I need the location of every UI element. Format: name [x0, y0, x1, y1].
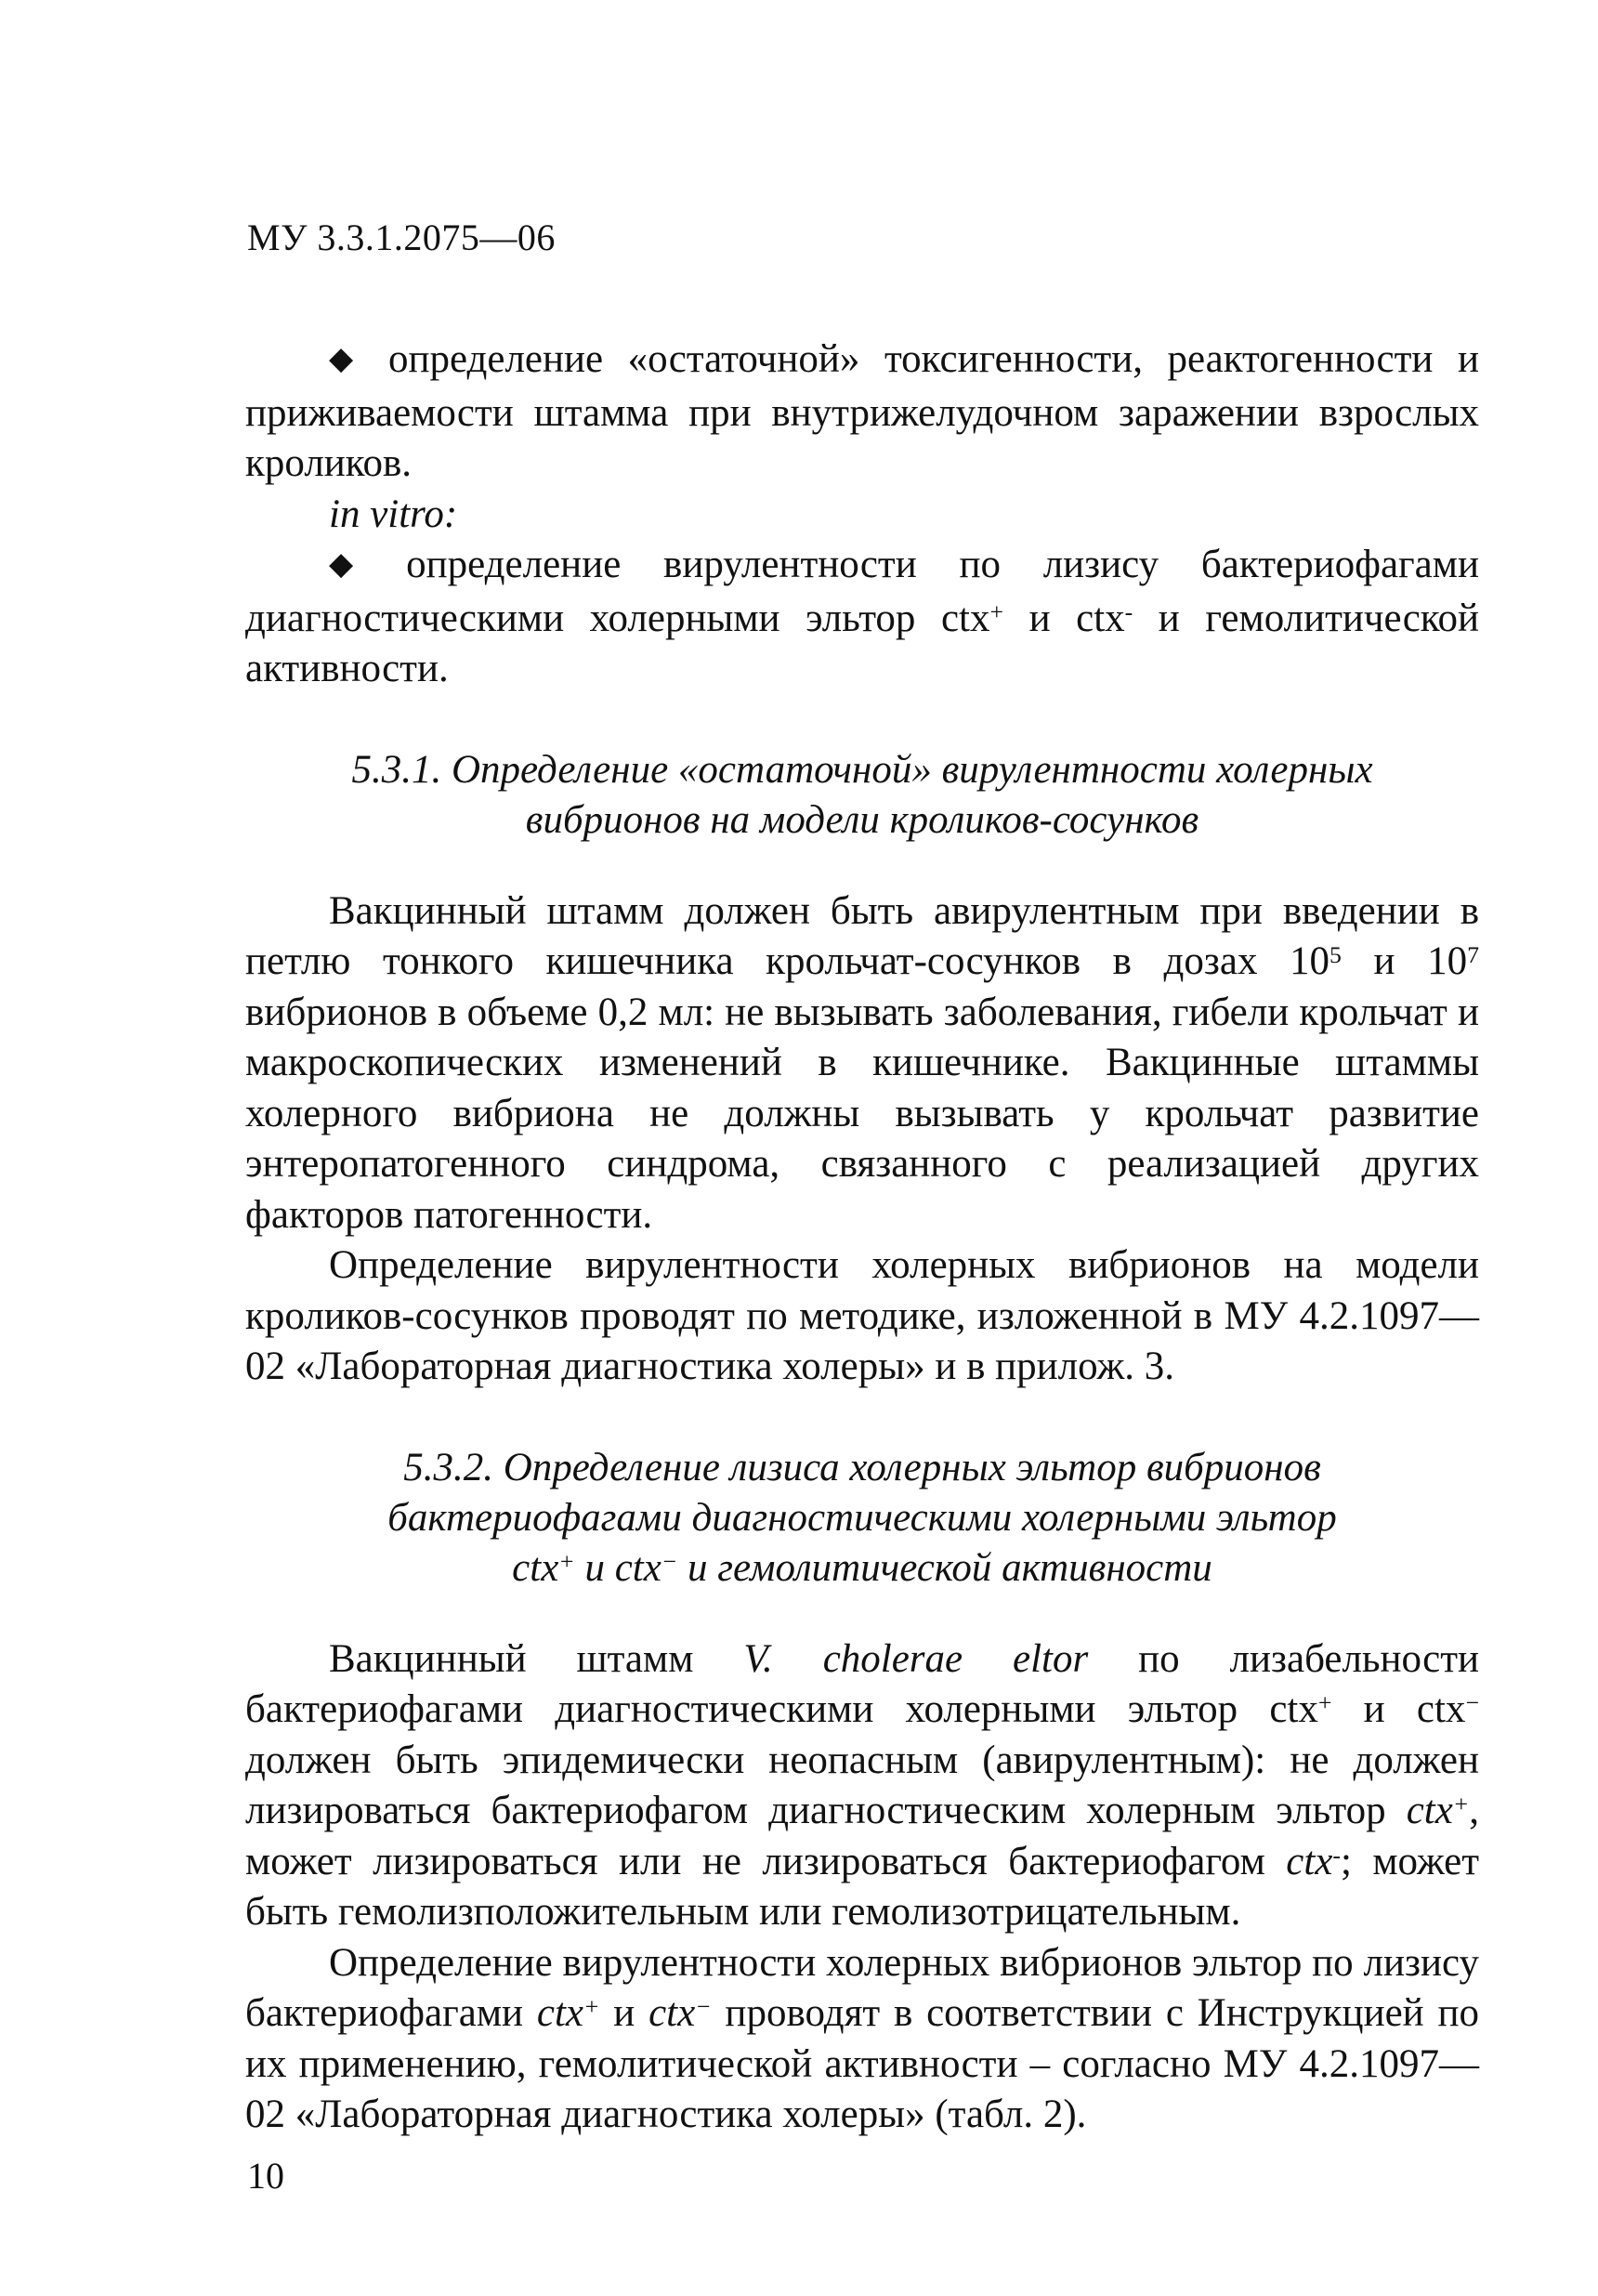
section-heading-5-3-1: 5.3.1. Определение «остаточной» вирулентности холерных вибрионов на модели кроликов-сосунков [351, 747, 1373, 842]
document-code: МУ 3.3.1.2075—06 [247, 216, 556, 258]
paragraph-vaccine-strain-avirulent: Вакцинный штамм должен быть авирулентным при введении в петлю тонкого кишечника крольчат-сосунков в дозах $10^5$ и $10^7$ вибрионов в объеме 0,2 мл: не вызывать заболевания, гибели крольчат и макроскопических изменений в кишечнике. Вакцинные штаммы холерного вибриона не должны вызывать у крольчат развитие энтеропатогенного синдрома, связанного с реализацией других факторов патогенности. [245, 888, 1479, 1237]
bullet-virulence-lysis: ◆ определение вирулентности по лизису бактериофагами диагностическими холерными эльтор ctx+ и ctx- и гемолитической активности. [245, 543, 1479, 690]
species-name: V. cholerae eltor [743, 1636, 1089, 1681]
section-heading-5-3-2: 5.3.2. Определение лизиса холерных эльтор вибрионов бактериофагами диагностическими холерными эльтор ctx+ и ctx− и гемолитической активности [387, 1445, 1337, 1590]
paragraph-virulence-method: Определение вирулентности холерных вибрионов на модели кроликов-сосунков проводят по методике, изложенной в МУ 4.2.1097—02 «Лабораторная диагностика холеры» и в прилож. 3. [245, 1243, 1479, 1388]
bullet-residual-toxigenicity: ◆ определение «остаточной» токсигенности, реактогенности и приживаемости штамма при внутрижелудочном заражении взрослых кроликов. [245, 337, 1479, 485]
page-number: 10 [247, 2155, 284, 2197]
paragraph-lysis-method: Определение вирулентности холерных вибрионов эльтор по лизису бактериофагами ctx+ и ctx− проводят в соответствии с Инструкцией по их применению, гемолитической активности – согласно МУ 4.2.1097—02 «Лабораторная диагностика холеры» (табл. 2). [245, 1940, 1479, 2136]
page-content [245, 335, 1479, 2141]
diamond-bullet-icon: ◆ [329, 342, 368, 376]
paragraph-lysability: Вакцинный штамм V. cholerae eltor по лизабельности бактериофагами диагностическими холерными эльтор ctx+ и ctx− должен быть эпидемически неопасным (авирулентным): не должен лизироваться бактериофагом диагностическим холерным эльтор ctx+, может лизироваться или не лизироваться бактериофагом ctx-; может быть гемолизположительным или гемолизотрицательным. [245, 1636, 1479, 1934]
diamond-bullet-icon: ◆ [329, 547, 386, 582]
in-vitro-label: in vitro: [329, 492, 458, 536]
